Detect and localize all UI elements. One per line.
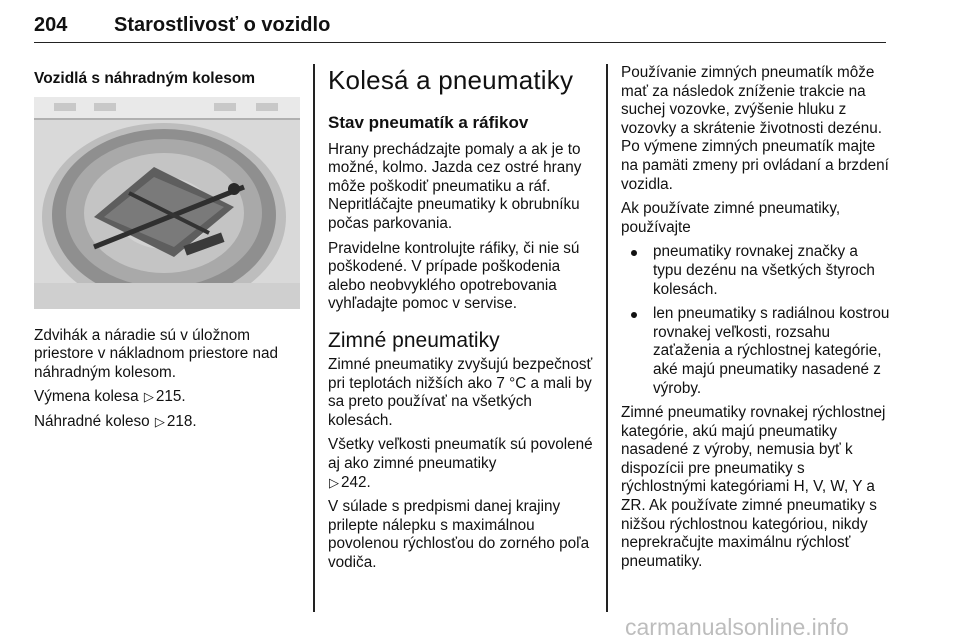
- list-item-text: len pneumatiky s radiálnou kostrou rovnakej veľkosti, rozsahu zaťaženia a rýchlostnej kategórie, aké majú pneumatiky nasadené z výroby.: [653, 305, 890, 397]
- triangle-right-icon: ▷: [154, 413, 165, 429]
- paragraph: Používanie zimných pneumatík môže mať za následok zníženie trakcie na suchej vozovke, zvýšenie hluku z vozovky a skrátenie životnosti dezénu. Po výmene zimných pneumatík majte na pamäti zmeny pri ovládaní a brzdení vozidla.: [621, 64, 889, 193]
- bullet-icon: [631, 312, 637, 318]
- paragraph: Zimné pneumatiky zvyšujú bezpečnosť pri teplotách nižších ako 7 °C a mali by sa preto používať na všetkých kolesách.: [328, 355, 593, 429]
- triangle-right-icon: ▷: [329, 474, 339, 490]
- bullet-icon: [631, 250, 637, 256]
- cross-reference-label: Náhradné koleso: [34, 412, 150, 430]
- list-item: [621, 305, 891, 398]
- photo-caption: Zdvihák a náradie sú v úložnom priestore v nákladnom priestore nad náhradným kolesom.: [34, 326, 279, 381]
- right-column: [621, 64, 891, 577]
- jack-and-tools-photo: [34, 97, 300, 309]
- subsection-heading-winter: Zimné pneumatiky: [328, 328, 500, 352]
- paragraph: Ak používate zimné pneumatiky, používajte: [621, 200, 841, 236]
- subsection-heading: Stav pneumatík a ráfikov: [328, 113, 529, 132]
- cross-reference-page: 215.: [155, 388, 186, 406]
- chapter-heading: Kolesá a pneumatiky: [328, 65, 574, 95]
- triangle-right-icon: ▷: [143, 389, 154, 405]
- cross-reference-label: Výmena kolesa: [34, 388, 139, 406]
- cross-reference-spare-wheel[interactable]: [34, 413, 302, 432]
- page-number: 204: [34, 14, 68, 36]
- running-title: Starostlivosť o vozidlo: [114, 14, 331, 36]
- paragraph-with-reference: [328, 436, 596, 492]
- bullet-list: [621, 243, 891, 398]
- paragraph: Zimné pneumatiky rovnakej rýchlostnej kategórie, akú majú pneumatiky nasadené z výroby, nemusia byť k dispozícii pre pneumatiky s rýchlostnými kategóriami H, V, W, Y a ZR. Ak používate zimné pneumatiky s nižšou rýchlostnou kategóriou, nikdy neprekračujte maximálnu rýchlosť pneumatiky.: [621, 404, 886, 570]
- page-header: [34, 10, 886, 43]
- paragraph: V súlade s predpismi danej krajiny prilepte nálepku s maximálnou povolenou rýchlosťou do zorného poľa vodiča.: [328, 498, 590, 571]
- section-title: Vozidlá s náhradným kolesom: [34, 70, 256, 87]
- paragraph-text: Všetky veľkosti pneumatík sú povolené aj ako zimné pneumatiky: [328, 436, 593, 472]
- list-item-text: pneumatiky rovnakej značky a typu dezénu na všetkých štyroch kolesách.: [653, 243, 875, 298]
- list-item: [621, 243, 891, 299]
- cross-reference-page[interactable]: 242.: [341, 473, 371, 491]
- paragraph: Pravidelne kontrolujte ráfiky, či nie sú poškodené. V prípade poškodenia alebo neobvyklého opotrebovania vyhľadajte pomoc v servise.: [328, 239, 580, 313]
- middle-column: [328, 64, 596, 578]
- paragraph: Hrany prechádzajte pomaly a ak je to možné, kolmo. Jazda cez ostré hrany môže poškodiť pneumatiku a ráf. Nepritláčajte pneumatiky k obrubníku počas parkovania.: [328, 140, 582, 232]
- column-divider-right: [606, 64, 608, 612]
- spare-wheel-well-illustration: [34, 97, 300, 309]
- watermark: carmanualsonline.info: [625, 614, 849, 640]
- cross-reference-wheel-change[interactable]: [34, 388, 302, 407]
- cross-reference-page: 218.: [166, 412, 197, 430]
- column-divider-left: [313, 64, 315, 612]
- left-column: [34, 64, 302, 438]
